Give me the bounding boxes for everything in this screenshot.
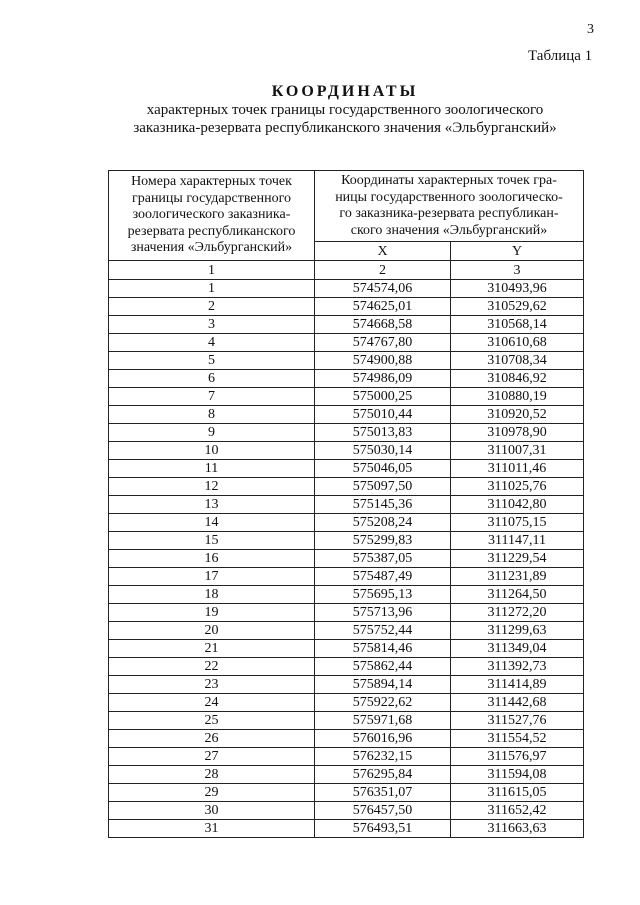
x-coordinate-cell: 575971,68 (315, 712, 451, 730)
y-coordinate-cell: 311442,68 (451, 694, 584, 712)
x-coordinate-cell: 575922,62 (315, 694, 451, 712)
point-number-cell: 30 (109, 802, 315, 820)
x-coordinate-cell: 575695,13 (315, 586, 451, 604)
y-coordinate-cell: 311576,97 (451, 748, 584, 766)
table-row (109, 802, 584, 820)
point-number-cell: 12 (109, 478, 315, 496)
x-coordinate-cell: 575862,44 (315, 658, 451, 676)
y-coordinate-cell: 311299,63 (451, 622, 584, 640)
table-row (109, 316, 584, 334)
point-number-cell: 8 (109, 406, 315, 424)
table-row (109, 550, 584, 568)
x-coordinate-cell: 575713,96 (315, 604, 451, 622)
y-coordinate-cell: 311554,52 (451, 730, 584, 748)
point-number-cell: 28 (109, 766, 315, 784)
table-row (109, 496, 584, 514)
point-number-cell: 20 (109, 622, 315, 640)
point-number-cell: 17 (109, 568, 315, 586)
y-coordinate-cell: 311229,54 (451, 550, 584, 568)
y-coordinate-cell: 311663,63 (451, 820, 584, 838)
point-number-cell: 31 (109, 820, 315, 838)
points-column-header (109, 171, 315, 261)
table-row (109, 370, 584, 388)
x-coordinate-cell: 575814,46 (315, 640, 451, 658)
header-line: резервата республиканского (127, 223, 296, 239)
column-number: 3 (451, 261, 584, 280)
table-row (109, 478, 584, 496)
table-row (109, 352, 584, 370)
table-row (109, 694, 584, 712)
point-number-cell: 7 (109, 388, 315, 406)
x-coordinate-cell: 574625,01 (315, 298, 451, 316)
table-label: Таблица 1 (528, 48, 593, 64)
point-number-cell: 6 (109, 370, 315, 388)
y-coordinate-cell: 311011,46 (451, 460, 584, 478)
table-row (109, 280, 584, 298)
x-coordinate-cell: 575387,05 (315, 550, 451, 568)
point-number-cell: 3 (109, 316, 315, 334)
y-coordinate-cell: 311264,50 (451, 586, 584, 604)
table-row (109, 388, 584, 406)
point-number-cell: 26 (109, 730, 315, 748)
y-coordinate-cell: 311272,20 (451, 604, 584, 622)
table-row (109, 514, 584, 532)
x-coordinate-cell: 575013,83 (315, 424, 451, 442)
y-coordinate-cell: 310920,52 (451, 406, 584, 424)
point-number-cell: 2 (109, 298, 315, 316)
y-coordinate-cell: 311392,73 (451, 658, 584, 676)
point-number-cell: 14 (109, 514, 315, 532)
x-coordinate-cell: 575208,24 (315, 514, 451, 532)
y-coordinate-cell: 310708,34 (451, 352, 584, 370)
subtitle-line: характерных точек границы государственного зоологического (146, 102, 544, 118)
table-row (109, 730, 584, 748)
x-coordinate-cell: 575010,44 (315, 406, 451, 424)
x-coordinate-cell: 575097,50 (315, 478, 451, 496)
x-coordinate-cell: 574574,06 (315, 280, 451, 298)
subtitle-line: заказника-резервата республиканского значения «Эльбурганский» (133, 120, 557, 136)
point-number-cell: 27 (109, 748, 315, 766)
point-number-cell: 13 (109, 496, 315, 514)
x-coordinate-cell: 576295,84 (315, 766, 451, 784)
header-line: значения «Эльбурганский» (130, 240, 293, 256)
coordinates-table (108, 170, 584, 838)
table-row (109, 334, 584, 352)
x-coordinate-cell: 575145,36 (315, 496, 451, 514)
point-number-cell: 9 (109, 424, 315, 442)
table-row (109, 406, 584, 424)
table-row (109, 766, 584, 784)
y-coordinate-cell: 310978,90 (451, 424, 584, 442)
x-coordinate-cell: 574900,88 (315, 352, 451, 370)
y-coordinate-cell: 311594,08 (451, 766, 584, 784)
page-number: 3 (587, 22, 594, 37)
point-number-cell: 16 (109, 550, 315, 568)
header-line: Номера характерных точек (131, 174, 292, 190)
y-coordinate-cell: 310568,14 (451, 316, 584, 334)
y-coordinate-cell: 310493,96 (451, 280, 584, 298)
table-row (109, 748, 584, 766)
point-number-cell: 4 (109, 334, 315, 352)
table-row (109, 676, 584, 694)
x-coordinate-cell: 576493,51 (315, 820, 451, 838)
header-line: ского значения «Эльбурганский» (350, 222, 548, 238)
x-coordinate-cell: 575299,83 (315, 532, 451, 550)
table-row (109, 604, 584, 622)
table-row (109, 298, 584, 316)
header-line: границы государственного (131, 190, 292, 206)
coordinates-column-header (315, 171, 584, 242)
x-coordinate-cell: 574767,80 (315, 334, 451, 352)
x-coordinate-cell: 575894,14 (315, 676, 451, 694)
y-coordinate-cell: 311007,31 (451, 442, 584, 460)
table-row (109, 532, 584, 550)
point-number-cell: 24 (109, 694, 315, 712)
document-title: КООРДИНАТЫ (271, 83, 419, 100)
y-coordinate-cell: 311652,42 (451, 802, 584, 820)
table-row (109, 712, 584, 730)
y-coordinate-cell: 311025,76 (451, 478, 584, 496)
y-coordinate-cell: 311075,15 (451, 514, 584, 532)
coordinates-rows (109, 280, 584, 838)
x-coordinate-cell: 575030,14 (315, 442, 451, 460)
point-number-cell: 1 (109, 280, 315, 298)
table-row (109, 568, 584, 586)
x-coordinate-cell: 575752,44 (315, 622, 451, 640)
table-row (109, 442, 584, 460)
x-coordinate-cell: 575000,25 (315, 388, 451, 406)
y-column-header: Y (451, 242, 584, 261)
point-number-cell: 11 (109, 460, 315, 478)
y-coordinate-cell: 311147,11 (451, 532, 584, 550)
table-row (109, 820, 584, 838)
point-number-cell: 25 (109, 712, 315, 730)
table-row (109, 658, 584, 676)
table-row (109, 784, 584, 802)
y-coordinate-cell: 310880,19 (451, 388, 584, 406)
table-row (109, 424, 584, 442)
point-number-cell: 21 (109, 640, 315, 658)
x-coordinate-cell: 576232,15 (315, 748, 451, 766)
y-coordinate-cell: 311615,05 (451, 784, 584, 802)
column-number: 1 (109, 261, 315, 280)
x-coordinate-cell: 576351,07 (315, 784, 451, 802)
y-coordinate-cell: 311414,89 (451, 676, 584, 694)
y-coordinate-cell: 310529,62 (451, 298, 584, 316)
x-coordinate-cell: 574986,09 (315, 370, 451, 388)
x-coordinate-cell: 576457,50 (315, 802, 451, 820)
x-coordinate-cell: 575487,49 (315, 568, 451, 586)
document-subtitle (0, 101, 640, 137)
table-row (109, 586, 584, 604)
x-coordinate-cell: 575046,05 (315, 460, 451, 478)
header-line: зоологического заказника- (132, 207, 291, 223)
point-number-cell: 15 (109, 532, 315, 550)
point-number-cell: 5 (109, 352, 315, 370)
point-number-cell: 10 (109, 442, 315, 460)
table-row (109, 460, 584, 478)
y-coordinate-cell: 311527,76 (451, 712, 584, 730)
point-number-cell: 23 (109, 676, 315, 694)
header-line: го заказника-резервата республикан- (339, 206, 559, 221)
table-row (109, 640, 584, 658)
y-coordinate-cell: 310610,68 (451, 334, 584, 352)
x-coordinate-cell: 574668,58 (315, 316, 451, 334)
point-number-cell: 18 (109, 586, 315, 604)
table-row (109, 622, 584, 640)
point-number-cell: 22 (109, 658, 315, 676)
y-coordinate-cell: 311231,89 (451, 568, 584, 586)
point-number-cell: 19 (109, 604, 315, 622)
x-column-header: X (315, 242, 451, 261)
y-coordinate-cell: 311349,04 (451, 640, 584, 658)
column-number: 2 (315, 261, 451, 280)
y-coordinate-cell: 310846,92 (451, 370, 584, 388)
point-number-cell: 29 (109, 784, 315, 802)
y-coordinate-cell: 311042,80 (451, 496, 584, 514)
header-line: Координаты характерных точек гра- (341, 173, 557, 188)
header-line: ницы государственного зоологическо- (335, 189, 563, 205)
x-coordinate-cell: 576016,96 (315, 730, 451, 748)
